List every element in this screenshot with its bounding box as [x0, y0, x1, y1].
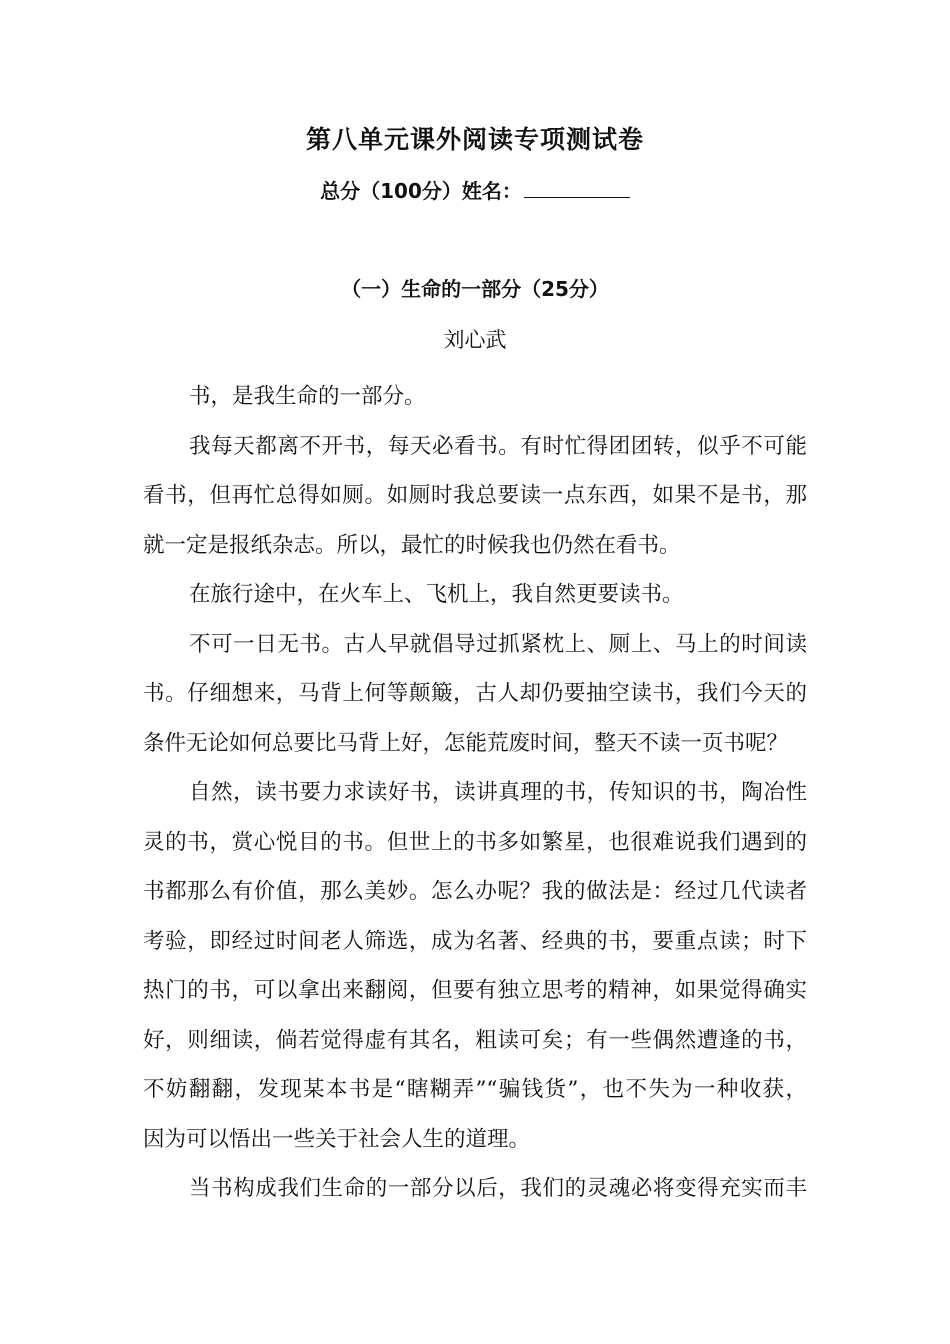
passage-line: 书。仔细想来，马背上何等颠簸，古人却仍要抽空读书，我们今天的 [143, 681, 807, 706]
passage-line: 当书构成我们生命的一部分以后，我们的灵魂必将变得充实而丰 [189, 1176, 807, 1201]
passage-line: 书，是我生命的一部分。 [189, 384, 426, 409]
section-title: （一）生命的一部分（25分） [341, 277, 609, 301]
score-label: 总分（100分）姓名： [320, 179, 522, 203]
author-name: 刘心武 [443, 328, 507, 352]
passage-line: 我每天都离不开书，每天必看书。有时忙得团团转，似乎不可能 [189, 433, 807, 459]
passage-line: 书都那么有价值，那么美妙。怎么办呢？我的做法是：经过几代读者 [143, 879, 807, 904]
passage-line: 好，则细读，倘若觉得虚有其名，粗读可矣；有一些偶然遭逢的书， [143, 1027, 807, 1053]
passage-line: 灵的书，赏心悦目的书。但世上的书多如繁星，也很难说我们遇到的 [143, 829, 807, 855]
passage-body [143, 372, 807, 1214]
name-blank-field [524, 177, 630, 198]
passage-line: 在旅行途中，在火车上、飞机上，我自然更要读书。 [189, 582, 684, 607]
passage-line: 不妨翻翻，发现某本书是“瞎糊弄”“骗钱货”，也不失为一种收获， [143, 1077, 807, 1102]
passage-line: 条件无论如何总要比马背上好，怎能荒废时间，整天不读一页书呢？ [143, 730, 789, 756]
score-name-line [0, 176, 950, 206]
passage-line: 不可一日无书。古人早就倡导过抓紧枕上、厕上、马上的时间读 [189, 631, 807, 657]
passage-line: 就一定是报纸杂志。所以，最忙的时候我也仍然在看书。 [143, 532, 681, 558]
passage-line: 热门的书，可以拿出来翻阅，但要有独立思考的精神，如果觉得确实 [143, 978, 807, 1003]
passage-line: 因为可以悟出一些关于社会人生的道理。 [143, 1126, 531, 1152]
passage-line: 看书，但再忙总得如厕。如厕时我总要读一点东西，如果不是书，那 [143, 483, 807, 508]
passage-line: 考验，即经过时间老人筛选，成为名著、经典的书，要重点读；时下 [143, 928, 807, 954]
document-title: 第八单元课外阅读专项测试卷 [305, 125, 644, 154]
passage-line: 自然，读书要力求读好书，读讲真理的书，传知识的书，陶冶性 [189, 780, 807, 805]
